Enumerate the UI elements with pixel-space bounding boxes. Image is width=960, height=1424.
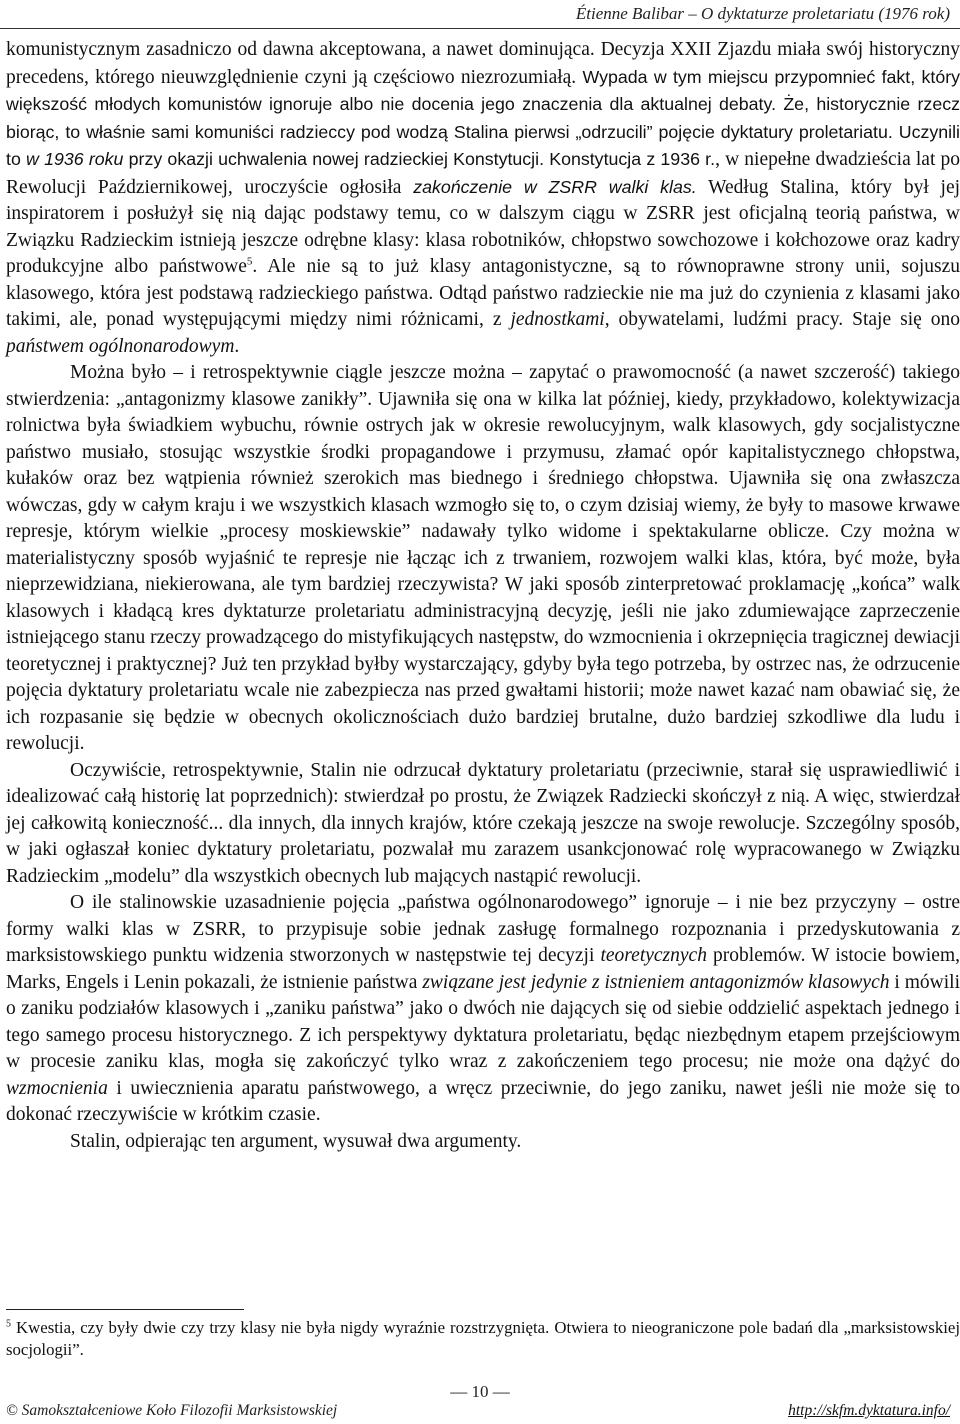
p4-italic-antagonisms: związane jest jedynie z istnieniem antagonizmów klasowych [422,971,890,993]
footnote-marker: 5 [6,1318,11,1330]
p1-text-8: . [234,335,240,357]
paragraph-5: Stalin, odpierając ten argument, wysuwał dwa argumenty. [70,1130,522,1152]
paragraph-4 [6,890,960,1129]
p4-italic-strengthening: wzmocnienia [6,1077,108,1099]
footnote-ref-5[interactable]: 5 [246,255,253,268]
running-title: Étienne Balibar – O dyktaturze proletariatu (1976 rok) [575,4,950,23]
p1-text-4: , w niepełne dwadzieścia lat po Rewolucji Październikowej, uroczyście ogłosiła [6,149,960,198]
main-text [6,37,960,1155]
p1-italic-national-state: państwem ogólnonarodowym [6,335,235,357]
p1-text-6: . Ale nie są to już klasy antagonistyczne, są to równoprawne strony unii, sojuszu klasowego, która jest podstawą radzieckiego państwa. Odtąd państwo radzieckie nie ma już do czynienia z klasami jako takimi, ale, ponad występującymi między nimi różnicami, z [6,256,960,330]
paragraph-3: Oczywiście, retrospektywnie, Stalin nie odrzucał dyktatury proletariatu (przeciwnie, starał się usprawiedliwić i idealizować całą historię lat poprzednich): stwierdzał po prostu, że Związek Radziecki skończył z nią. A więc, stwierdzał jej całkowitą konieczność... dla innych, dla innych krajów, które czekają jeszcze na swoje rewolucje. Szczególny sposób, w jaki ogłaszał koniec dyktatury proletariatu, pozwalał mu zarazem usankcjonować rolę wypracowanego w Związku Radzieckim „modelu” dla wszystkich obecnych lub mających nastąpić rewolucji. [6,759,960,887]
p4-text-b: problemów. W istocie bowiem, Marks, Engels i Lenin pokazali, że istnienie państwa [6,945,960,993]
page-number: — 10 — [450,1382,510,1401]
footnote-rule [6,1309,244,1310]
p1-italic-end-of-class-struggle: zakończenie w ZSRR walki klas. [413,176,697,197]
paragraph-2: Można było – i retrospektywnie ciągle jeszcze można – zapytać o prawomocność (a nawet szczerość) takiego stwierdzenia: „antagonizmy klasowe zanikły”. Ujawniła się ona w kilka lat później, kiedy, przykładowo, kolektywizacja rolnictwa była świadkiem wybuchu, równie ostrych jak w okresie rewolucyjnym, walk klasowych, gdy socjalistyczne państwo musiało, stosując wszystkie środki propagandowe i przymusu, złamać opór kapitalistycznego chłopstwa, kułaków oraz bez wątpienia również szerokich mas biednego i średniego chłopstwa. Ujawniła się ona zwłaszcza wówczas, gdy w całym kraju i we wszystkich klasach wzmogło się to, o czym dzisiaj wiemy, że były to masowe krwawe represje, którym wielkie „procesy moskiewskie” nadawały tylko widome i spektakularne oblicze. Czy można w materialistyczny sposób wyjaśnić te represje nie łącząc ich z trwaniem, rozwojem walki klas, która, być może, była nieprzewidziana, niekierowana, ale tym bardziej rzeczywista? W jaki sposób zinterpretować proklamację „końca” walk klasowych i kładącą kres dyktaturze proletariatu administracyjną decyzję, jeśli nie jako zdumiewające zaprzeczenie istniejącego stanu rzeczy prowadzącego do mistyfikujących następstw, do wzmocnienia i okrzepnięcia tragicznej dewiacji teoretycznej i praktycznej? Już ten przykład byłby wystarczający, gdyby była tego potrzeba, by ostrzec nas, że odrzucenie pojęcia dyktatury proletariatu wcale nie zabezpiecza nas przed gwałtami historii; może nawet kazać nam obawiać się, że ich rozpasanie się będzie w obecnych okolicznościach dużo bardziej brutalne, dużo bardziej szkodliwe dla ludu i rewolucji. [6,362,960,754]
page-number-value: 10 [471,1382,489,1401]
p1-italic-1936: w 1936 roku [26,149,124,169]
header-rule [0,28,960,29]
footer-copyright: © Samokształceniowe Koło Filozofii Marksistowskiej [6,1402,338,1419]
p1-sans-part-1: Wypada w tym miejscu przypomnieć fakt, który większość młodych komunistów ignoruje albo nie docenia jego znaczenia dla aktualnej debaty. Że, historycznie rzecz biorąc, to właśnie sami komuniści radzieccy pod wodzą Stalina pierwsi „odrzucili” pojęcie dyktatury proletariatu. Uczynili to [6,66,960,169]
p4-text-d: i uwiecznienia aparatu państwowego, a wręcz przeciwnie, do jego zaniku, nawet jeśli nie może się to dokonać rzeczywiście w krótkim czasie. [6,1077,960,1125]
p4-italic-theoretical: teoretycznych [600,945,707,966]
footnote-text: Kwestia, czy były dwie czy trzy klasy nie była nigdy wyraźnie rozstrzygnięta. Otwiera to nieograniczone pole badań dla „marksistowskiej socjologii”. [6,1318,960,1359]
p1-text-7: , obywatelami, ludźmi pracy. Staje się ono [604,309,960,330]
p1-lead-text: komunistycznym zasadniczo od dawna akceptowana, a nawet dominująca. Decyzja XXII Zjazdu miała swój historyczny precedens, którego nieuwzględnienie czyni ją częściowo niezrozumiałą. [6,39,960,88]
p4-text-c: i mówili o zaniku podziałów klasowych i „zaniku państwa” jako o dwóch nie dających się od siebie oddzielić aspektach jednego i tego samego procesu historycznego. Z ich perspektywy dyktatura proletariatu, będąc niezbędnym etapem przejściowym w procesie zaniku klas, mogła się zakończyć tylko wraz z zakończeniem tego procesu; nie może ona dążyć do [6,971,960,1072]
footer-link[interactable]: http://skfm.dyktatura.info/ [788,1402,950,1419]
p1-sans-part-2: przy okazji uchwalenia nowej radzieckiej Konstytucji. Konstytucja z 1936 r. [128,149,716,169]
paragraph-1 [6,37,960,360]
p4-text-a: O ile stalinowskie uzasadnienie pojęcia „państwa ogólnonarodowego” ignoruje – i nie bez przyczyny – ostre formy walki klas w ZSRR, to przypisuje sobie jednak zasługę formalnego rozpoznania i przedyskutowania z marksistowskiego punktu widzenia stworzonych w następstwie tej decyzji [6,892,960,966]
p1-italic-individuals: jednostkami [510,309,605,330]
footnote [6,1317,960,1361]
p1-text-5: Według Stalina, który był jej inspiratorem i posłużył się nią dając podstawy temu, co w dalszym ciągu w ZSRR jest oficjalną teorią państwa, w Związku Radzieckim istnieją jeszcze odrębne klasy: klasa robotników, chłopstwo sowchozowe i kołchozowe oraz kadry produkcyjne albo państwowe [6,176,960,277]
